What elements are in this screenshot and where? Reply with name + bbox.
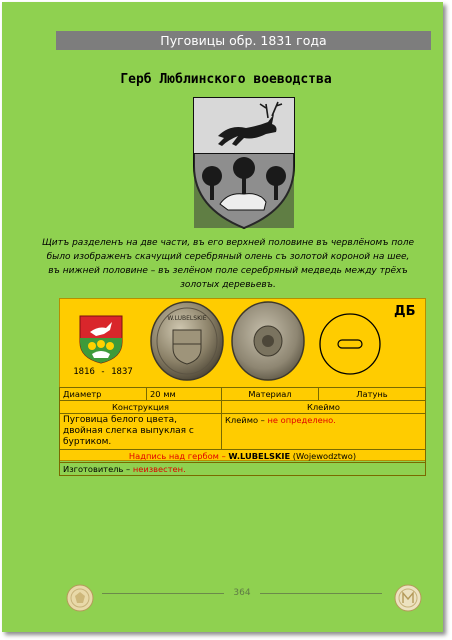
table-row [60,450,426,463]
description-line: въ нижней половине – въ зелёном поле серебряный медведь между трёхъ [48,266,408,276]
spec-table [59,387,426,476]
table-row [60,401,426,414]
construction-label: Конструкция [60,401,222,414]
table-row [60,463,426,476]
maker-value: неизвестен. [132,464,186,474]
coin-left-image [66,584,94,612]
footer-divider [260,593,382,594]
inscription-prefix: Надпись над гербом – [128,451,229,461]
table-row [60,414,426,450]
type-code: ДБ [394,304,416,319]
inscription-cell [60,450,426,463]
voivodeship-arms-image [78,314,124,364]
coin-right-image [394,584,422,612]
maker-cell [60,463,426,476]
footer-divider [102,593,224,594]
maker-prefix: Изготовитель – [63,464,133,474]
header-title: Пуговицы обр. 1831 года [160,33,327,48]
years-label: 1816 - 1837 [73,367,133,377]
description-line: золотых деревьевъ. [180,280,276,290]
button-inscription: W.LUBELSKIE [167,315,207,322]
header-bar [56,31,431,50]
mark-label: Клеймо [222,401,426,414]
description-line: было изображенъ скачущий серебряный олень съ золотой короной на шее, [46,252,410,262]
mark-value: не определено. [267,415,336,425]
construction-text: Пуговица белого цвета, двойная слегка выпуклая с буртиком. [60,414,222,450]
mark-cell [222,414,426,450]
mark-prefix: Клеймо – [225,415,268,425]
material-label: Материал [222,388,319,401]
button-reverse-photo [230,300,306,382]
inscription-suffix: (Wojewodztwo) [290,451,357,461]
button-schematic [316,300,392,382]
description [30,236,426,292]
diameter-label: Диаметр [60,388,147,401]
description-line: Щитъ разделенъ на две части, въ его верхней половине въ червлёномъ поле [41,238,415,248]
button-obverse-photo [149,300,225,382]
page-number: 364 [233,588,251,598]
table-row [60,388,426,401]
inscription-value: W.LUBELSKIE [228,451,291,461]
diameter-value: 20 мм [147,388,222,401]
material-value: Латунь [319,388,426,401]
section-title: Герб Люблинского воеводства [120,72,332,87]
coat-of-arms-image [188,96,300,230]
